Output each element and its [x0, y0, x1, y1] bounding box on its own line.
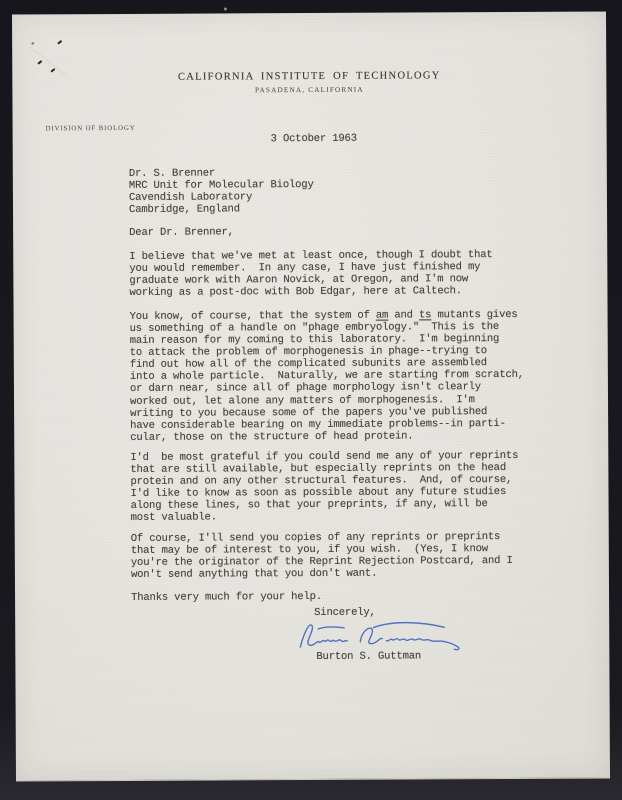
signature-stroke [373, 622, 444, 627]
letterhead-location: PASADENA, CALIFORNIA [254, 85, 364, 95]
recipient-address: Dr. S. Brenner MRC Unit for Molecular Biology Cavendish Laboratory Cambridge, England [128, 167, 314, 217]
letterhead-institution: CALIFORNIA INSTITUTE OF TECHNOLOGY [177, 70, 441, 83]
letter-date: 3 October 1963 [270, 132, 357, 146]
letterhead-department: DIVISION OF BIOLOGY [45, 124, 136, 133]
paragraph-1: I believe that we've met at least once, though I doubt that you would remember. In any case, I have just finished my graduate work with Aaron Novick, at Oregon, and I'm now working as a post-doc with Bob Edgar, here at Caltech. [129, 249, 493, 300]
paragraph-3: I'd be most grateful if you could send me any of your reprints that are still available, but especially reprints on the head protein and on any other structural features. And, of course, I'd like to know as soon as possible about any future studies along these lines, so that your preprints, if any, will be most valuable. [130, 449, 519, 525]
thanks-line: Thanks very much for your help. [131, 590, 322, 604]
staple-mark [31, 42, 34, 45]
dust-speck [224, 7, 227, 10]
signature-stroke [386, 638, 459, 650]
paragraph-2-seg: You know, of course, that the system of [129, 309, 376, 323]
paragraph-4: Of course, I'll send you copies of any reprints or preprints that may be of interest to you, if you wish. (Yes, I know you're the originator of the Reprint Rejection Postcard, and I won't send anything that you don't want. [130, 531, 513, 582]
paragraph-2-rest: us something of a handle on "phage embryology." This is the main reason for my coming to this laboratory. I'm beginning to attack the problem of morphogenesis in phage--trying to find out how all of the complicated subunits are assembled into a whole particle. Naturally, we are starting from scratch, or darn near, since all of phage morphology isn't clearly worked out, let alone any matters of morphogenesis. I'm writing to you because some of the papers you've published have considerable bearing on my immediate problems--in parti- cular, those on the structure of head protein. [129, 321, 525, 444]
letter-paper [12, 11, 610, 781]
signature-stroke [318, 627, 344, 629]
closing: Sincerely, [314, 606, 376, 619]
underlined-ts: ts [418, 309, 432, 322]
salutation: Dear Dr. Brenner, [129, 226, 234, 239]
signature-typed-name: Burton S. Guttman [316, 650, 422, 663]
signature-stroke [360, 628, 382, 644]
paragraph-2-seg: mutants gives [431, 308, 518, 322]
underlined-am: am [375, 309, 389, 322]
paragraph-2-seg: and [388, 309, 420, 322]
staple-mark [57, 40, 62, 44]
